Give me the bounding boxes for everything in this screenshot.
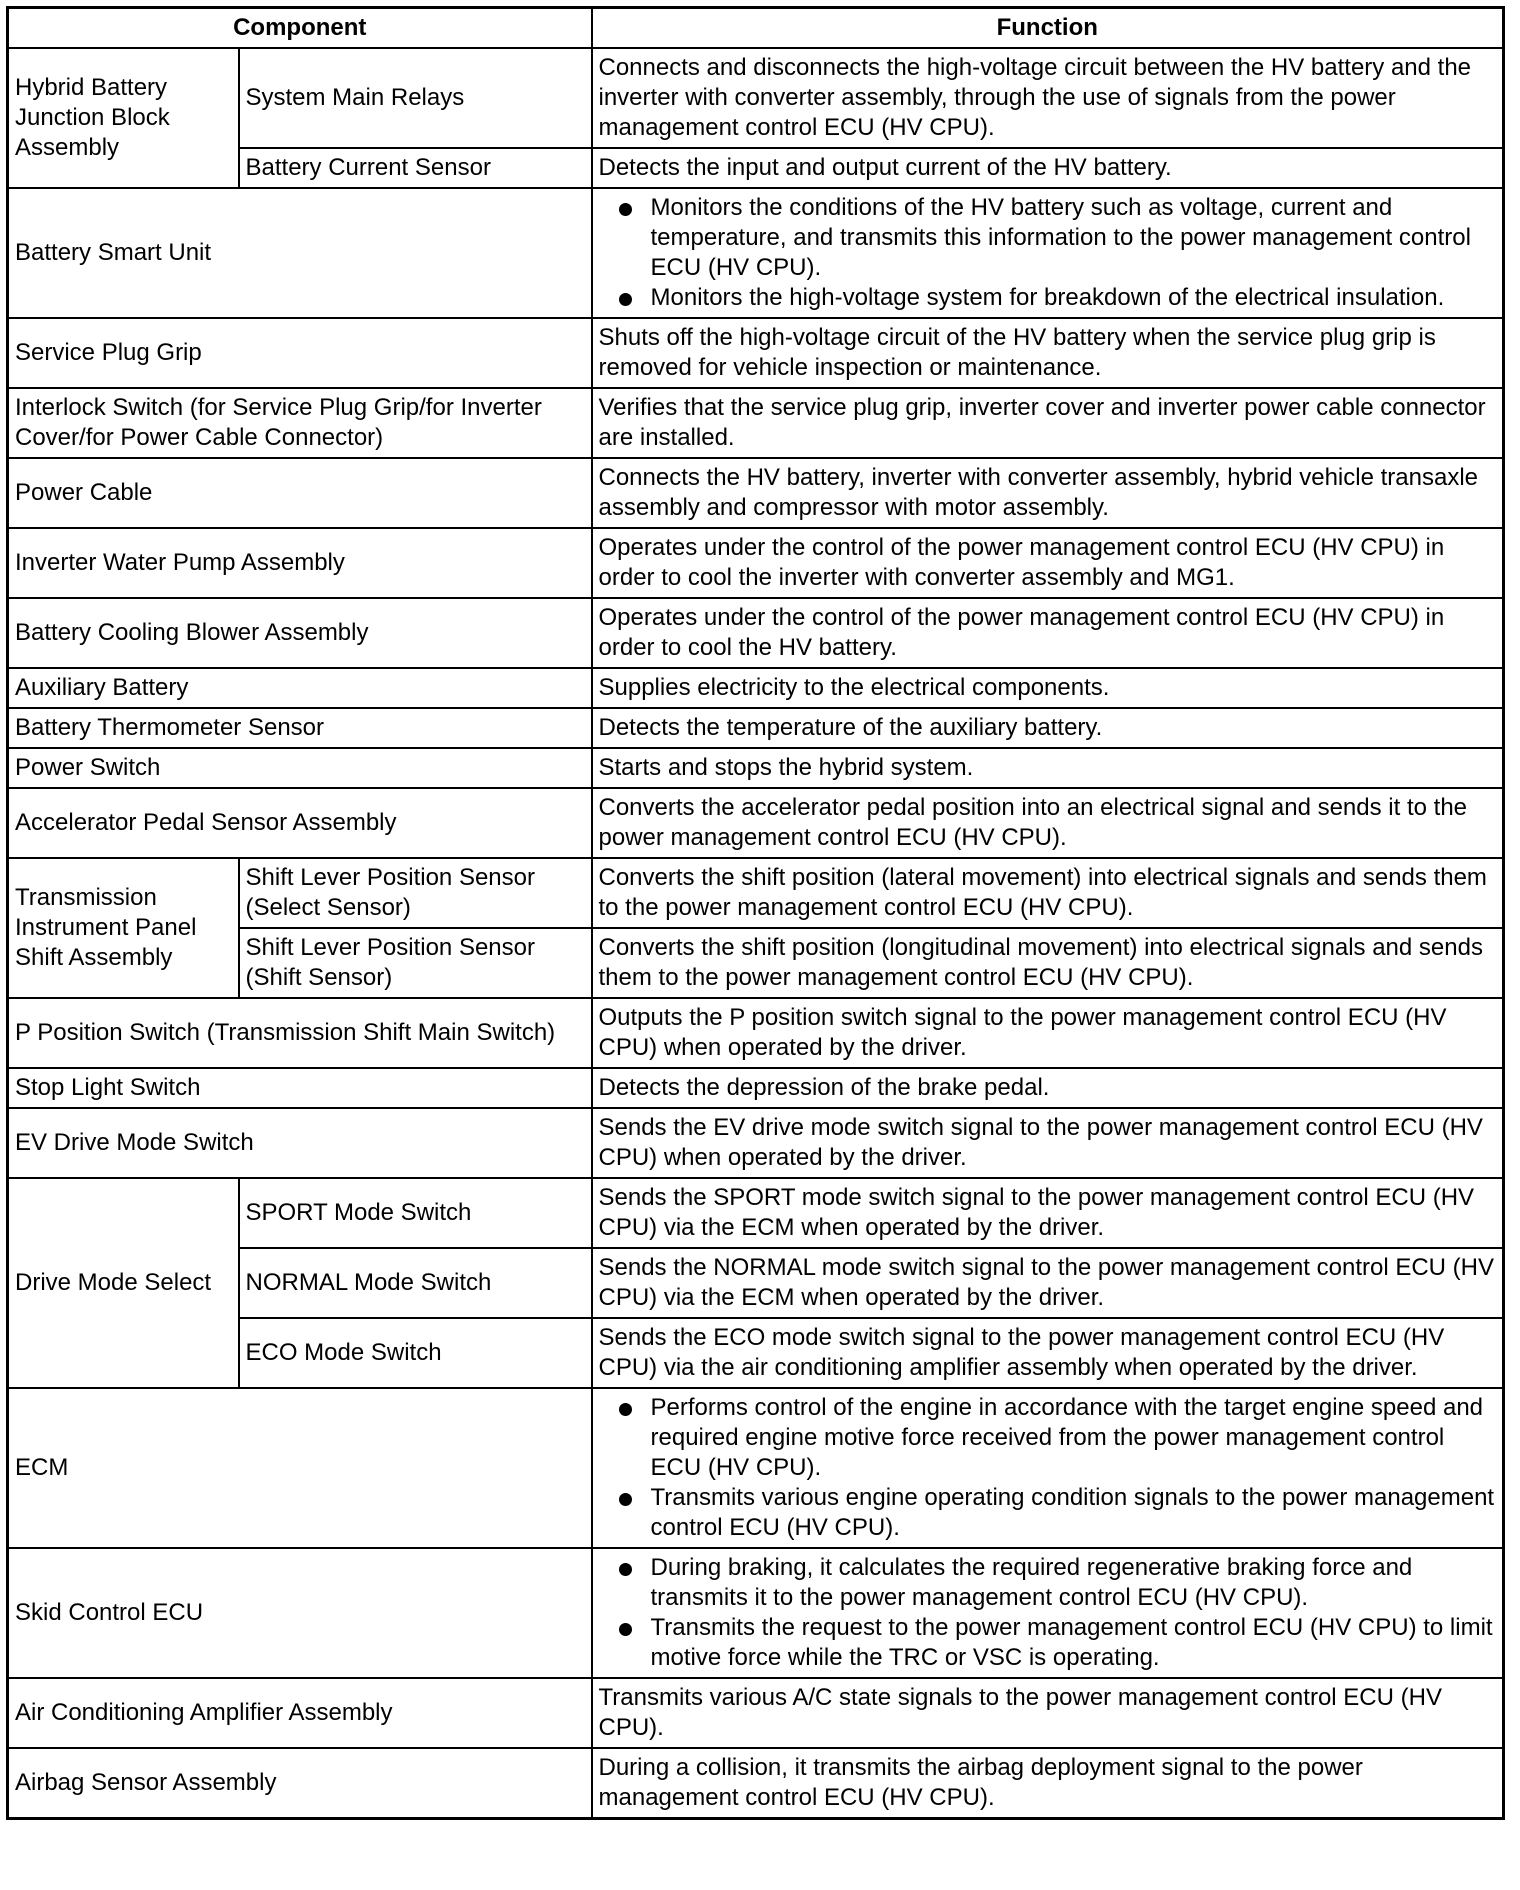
- function-system-main-relays: Connects and disconnects the high-voltage circuit between the HV battery and the inverter with converter assembly, through the use of signals from the power management control ECU (HV CPU).: [592, 48, 1504, 148]
- bullet-list: [599, 1553, 1497, 1673]
- table-row: [8, 708, 1504, 748]
- function-stop-light-switch: Detects the depression of the brake pedal.: [592, 1068, 1504, 1108]
- component-power-switch: Power Switch: [8, 748, 592, 788]
- function-ac-amplifier: Transmits various A/C state signals to the power management control ECU (HV CPU).: [592, 1678, 1504, 1748]
- function-sport-mode-switch: Sends the SPORT mode switch signal to the power management control ECU (HV CPU) via the ECM when operated by the driver.: [592, 1178, 1504, 1248]
- table-row: [8, 388, 1504, 458]
- component-normal-mode-switch: NORMAL Mode Switch: [239, 1248, 592, 1318]
- component-inverter-water-pump: Inverter Water Pump Assembly: [8, 528, 592, 598]
- table-row: [8, 1108, 1504, 1178]
- component-function-table: [6, 6, 1505, 1820]
- bullet-item: Transmits the request to the power management control ECU (HV CPU) to limit motive force while the TRC or VSC is operating.: [599, 1613, 1497, 1673]
- header-row: [8, 8, 1504, 49]
- component-battery-thermometer: Battery Thermometer Sensor: [8, 708, 592, 748]
- component-ecm: ECM: [8, 1388, 592, 1548]
- table-row: [8, 668, 1504, 708]
- bullet-item: Performs control of the engine in accordance with the target engine speed and required engine motive force received from the power management control ECU (HV CPU).: [599, 1393, 1497, 1483]
- group-hybrid-battery-junction: Hybrid Battery Junction Block Assembly: [8, 48, 239, 188]
- function-power-cable: Connects the HV battery, inverter with converter assembly, hybrid vehicle transaxle assembly and compressor with motor assembly.: [592, 458, 1504, 528]
- table-row: [8, 1678, 1504, 1748]
- function-shift-sensor: Converts the shift position (longitudinal movement) into electrical signals and sends them to the power management control ECU (HV CPU).: [592, 928, 1504, 998]
- component-interlock-switch: Interlock Switch (for Service Plug Grip/for Inverter Cover/for Power Cable Connector): [8, 388, 592, 458]
- table-row: [8, 48, 1504, 148]
- function-interlock-switch: Verifies that the service plug grip, inverter cover and inverter power cable connector are installed.: [592, 388, 1504, 458]
- function-airbag-sensor: During a collision, it transmits the airbag deployment signal to the power management control ECU (HV CPU).: [592, 1748, 1504, 1819]
- component-ac-amplifier: Air Conditioning Amplifier Assembly: [8, 1678, 592, 1748]
- component-auxiliary-battery: Auxiliary Battery: [8, 668, 592, 708]
- component-stop-light-switch: Stop Light Switch: [8, 1068, 592, 1108]
- table-row: [8, 188, 1504, 318]
- component-eco-mode-switch: ECO Mode Switch: [239, 1318, 592, 1388]
- table-row: [8, 1548, 1504, 1678]
- table-row: [8, 748, 1504, 788]
- component-accelerator-pedal: Accelerator Pedal Sensor Assembly: [8, 788, 592, 858]
- function-inverter-water-pump: Operates under the control of the power management control ECU (HV CPU) in order to cool the inverter with converter assembly and MG1.: [592, 528, 1504, 598]
- function-auxiliary-battery: Supplies electricity to the electrical components.: [592, 668, 1504, 708]
- function-p-position-switch: Outputs the P position switch signal to the power management control ECU (HV CPU) when operated by the driver.: [592, 998, 1504, 1068]
- component-battery-smart-unit: Battery Smart Unit: [8, 188, 592, 318]
- function-skid-control-ecu: [592, 1548, 1504, 1678]
- table-row: [8, 458, 1504, 528]
- component-skid-control-ecu: Skid Control ECU: [8, 1548, 592, 1678]
- table-row: [8, 1068, 1504, 1108]
- bullet-item: Monitors the conditions of the HV battery such as voltage, current and temperature, and transmits this information to the power management control ECU (HV CPU).: [599, 193, 1497, 283]
- component-power-cable: Power Cable: [8, 458, 592, 528]
- table-row: [8, 318, 1504, 388]
- function-battery-thermometer: Detects the temperature of the auxiliary battery.: [592, 708, 1504, 748]
- function-battery-cooling-blower: Operates under the control of the power management control ECU (HV CPU) in order to cool the HV battery.: [592, 598, 1504, 668]
- component-system-main-relays: System Main Relays: [239, 48, 592, 148]
- bullet-list: [599, 1393, 1497, 1543]
- header-function: Function: [592, 8, 1504, 49]
- component-sport-mode-switch: SPORT Mode Switch: [239, 1178, 592, 1248]
- function-power-switch: Starts and stops the hybrid system.: [592, 748, 1504, 788]
- component-shift-sensor: Shift Lever Position Sensor (Shift Sensor): [239, 928, 592, 998]
- component-battery-current-sensor: Battery Current Sensor: [239, 148, 592, 188]
- bullet-item: During braking, it calculates the required regenerative braking force and transmits it to the power management control ECU (HV CPU).: [599, 1553, 1497, 1613]
- group-drive-mode-select: Drive Mode Select: [8, 1178, 239, 1388]
- bullet-list: [599, 193, 1497, 313]
- function-battery-current-sensor: Detects the input and output current of the HV battery.: [592, 148, 1504, 188]
- component-ev-drive-mode-switch: EV Drive Mode Switch: [8, 1108, 592, 1178]
- function-ev-drive-mode-switch: Sends the EV drive mode switch signal to the power management control ECU (HV CPU) when operated by the driver.: [592, 1108, 1504, 1178]
- function-normal-mode-switch: Sends the NORMAL mode switch signal to the power management control ECU (HV CPU) via the ECM when operated by the driver.: [592, 1248, 1504, 1318]
- table-row: [8, 788, 1504, 858]
- function-accelerator-pedal: Converts the accelerator pedal position into an electrical signal and sends it to the power management control ECU (HV CPU).: [592, 788, 1504, 858]
- table-row: [8, 998, 1504, 1068]
- header-component: Component: [8, 8, 592, 49]
- function-service-plug-grip: Shuts off the high-voltage circuit of the HV battery when the service plug grip is removed for vehicle inspection or maintenance.: [592, 318, 1504, 388]
- function-ecm: [592, 1388, 1504, 1548]
- bullet-item: Monitors the high-voltage system for breakdown of the electrical insulation.: [599, 283, 1497, 313]
- table-row: [8, 598, 1504, 668]
- group-transmission-shift: Transmission Instrument Panel Shift Assembly: [8, 858, 239, 998]
- component-p-position-switch: P Position Switch (Transmission Shift Main Switch): [8, 998, 592, 1068]
- component-select-sensor: Shift Lever Position Sensor (Select Sensor): [239, 858, 592, 928]
- table-row: [8, 1178, 1504, 1248]
- bullet-item: Transmits various engine operating condition signals to the power management control ECU (HV CPU).: [599, 1483, 1497, 1543]
- table-row: [8, 858, 1504, 928]
- table-row: [8, 1748, 1504, 1819]
- function-eco-mode-switch: Sends the ECO mode switch signal to the power management control ECU (HV CPU) via the air conditioning amplifier assembly when operated by the driver.: [592, 1318, 1504, 1388]
- function-select-sensor: Converts the shift position (lateral movement) into electrical signals and sends them to the power management control ECU (HV CPU).: [592, 858, 1504, 928]
- component-airbag-sensor: Airbag Sensor Assembly: [8, 1748, 592, 1819]
- component-battery-cooling-blower: Battery Cooling Blower Assembly: [8, 598, 592, 668]
- table-row: [8, 528, 1504, 598]
- component-service-plug-grip: Service Plug Grip: [8, 318, 592, 388]
- table-row: [8, 1388, 1504, 1548]
- function-battery-smart-unit: [592, 188, 1504, 318]
